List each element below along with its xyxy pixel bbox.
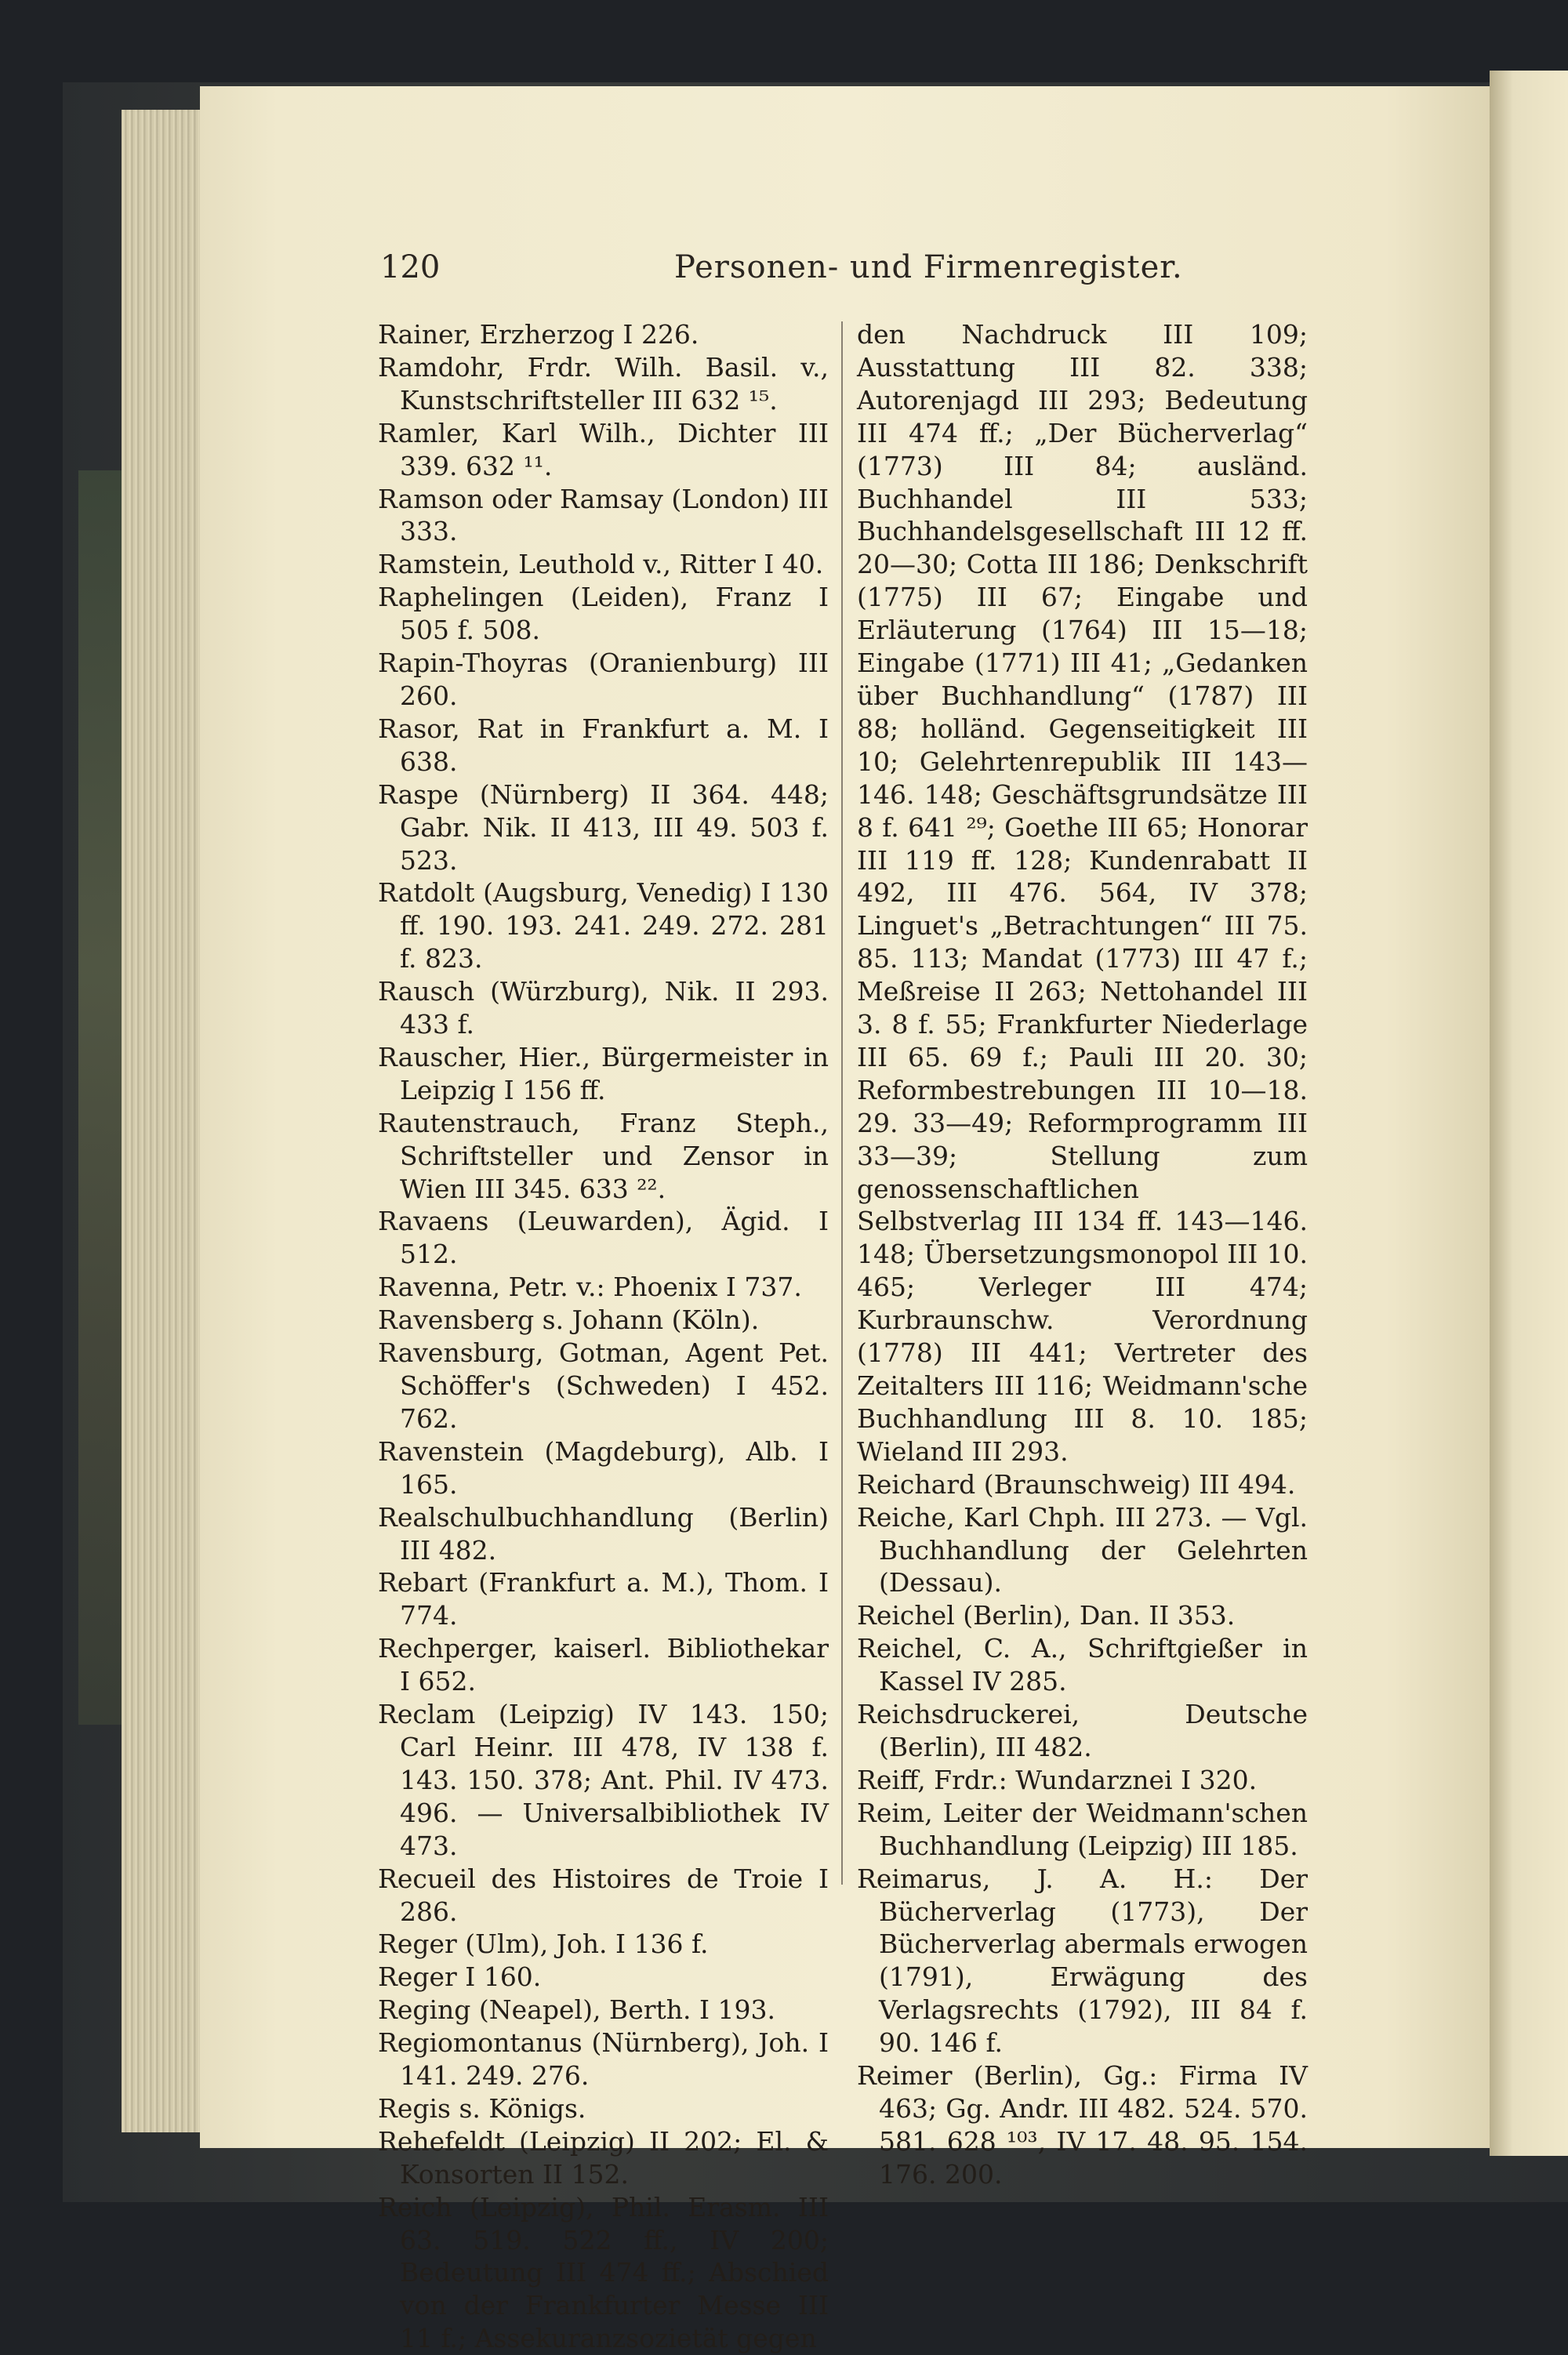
index-entry: Ravenna, Petr. v.: Phoenix I 737. (378, 1272, 802, 1303)
index-entry: Reclam (Leipzig) IV 143. 150; Carl Heinr. III 478, IV 138 f. 143. 150. 378; Ant. Phil. IV 473. 496. — Universalbibliothek IV 473. (378, 1699, 829, 1861)
index-entry: Reiche, Karl Chph. III 273. — Vgl. Buchhandlung der Gelehrten (Dessau). (857, 1501, 1308, 1598)
index-entry: Rautenstrauch, Franz Steph., Schriftsteller und Zensor in Wien III 345. 633 ²². (378, 1107, 829, 1204)
index-entry: Ravensburg, Gotman, Agent Pet. Schöffer's (Schweden) I 452. 762. (378, 1337, 829, 1434)
index-entry: Reichel, C. A., Schriftgießer in Kassel IV 285. (857, 1633, 1308, 1697)
index-entry: Rasor, Rat in Frankfurt a. M. I 638. (378, 713, 829, 777)
index-entry: Ramson oder Ramsay (London) III 333. (378, 483, 829, 547)
index-entry: Regis s. Königs. (378, 2092, 586, 2124)
index-entry: Reging (Neapel), Berth. I 193. (378, 1994, 775, 2026)
index-entry: Ramler, Karl Wilh., Dichter III 339. 632 ¹¹. (378, 417, 829, 481)
index-entry: Reger (Ulm), Joh. I 136 f. (378, 1929, 709, 1960)
index-entry: Reimarus, J. A. H.: Der Bücherverlag (1773), Der Bücherverlag abermals erwogen (1791), Erwägung des Verlagsrechts (1792), III 84 f. 90. 146 f. (857, 1863, 1308, 2059)
running-title: Personen- und Firmenregister. (674, 249, 1183, 285)
index-entry: den Nachdruck III 109; Ausstattung III 82. 338; Autorenjagd III 293; Bedeutung III 474 ff.; „Der Bücherverlag“ (1773) III 84; ausländ. Buchhandel III 533; Buchhandelsgesellschaft III 12 ff. 20—30; Cotta III 186; Denkschrift (1775) III 67; Eingabe und Erläuterung (1764) III 15—18; Eingabe (1771) III 41; „Gedanken über Buchhandlung“ (1787) III 88; holländ. Gegenseitigkeit III 10; Gelehrtenrepublik III 143—146. 148; Geschäftsgrundsätze III 8 f. 641 ²⁹; Goethe III 65; Honorar III 119 ff. 128; Kundenrabatt II 492, III 476. 564, IV 378; Linguet's „Betrachtungen“ III 75. 85. 113; Mandat (1773) III 47 f.; Meßreise II 263; Nettohandel III 3. 8 f. 55; Frankfurter Niederlage III 65. 69 f.; Pauli III 20. 30; Reformbestrebungen III 10—18. 29. 33—49; Reformprogramm III 33—39; Stellung zum genossenschaftlichen Selbstverlag III 134 ff. 143—146. 148; Übersetzungsmonopol III 10. 465; Verleger III 474; Kurbraunschw. Verordnung (1778) III 441; Vertreter des Zeitalters III 116; Weidmann'sche Buchhandlung III 8. 10. 185; Wieland III 293. (857, 319, 1308, 1467)
index-entry: Reimer (Berlin), Gg.: Firma IV 463; Gg. Andr. III 482. 524. 570. 581. 628 ¹⁰³, IV 17. 48. 95. 154. 176. 200. (857, 2060, 1308, 2190)
index-entry: Reiff, Frdr.: Wundarznei I 320. (857, 1764, 1258, 1795)
index-entry: Recueil des Histoires de Troie I 286. (378, 1863, 829, 1927)
index-entry: Ravensberg s. Johann (Köln). (378, 1305, 760, 1336)
column-divider (841, 321, 843, 1885)
index-entry: Reichel (Berlin), Dan. II 353. (857, 1600, 1236, 1631)
index-entry: Rauscher, Hier., Bürgermeister in Leipzig I 156 ff. (378, 1041, 829, 1105)
index-entry: Reim, Leiter der Weidmann'schen Buchhandlung (Leipzig) III 185. (857, 1797, 1308, 1861)
index-entry: Rapin-Thoyras (Oranienburg) III 260. (378, 648, 829, 711)
index-entry: Reichard (Braunschweig) III 494. (857, 1468, 1296, 1500)
right-column (857, 318, 1308, 2191)
index-entry: Realschulbuchhandlung (Berlin) III 482. (378, 1501, 829, 1566)
left-column (378, 318, 829, 2355)
index-entry: Rausch (Würzburg), Nik. II 293. 433 f. (378, 976, 829, 1040)
index-entry: Ravaens (Leuwarden), Ägid. I 512. (378, 1206, 829, 1270)
index-entry: Ramstein, Leuthold v., Ritter I 40. (378, 549, 824, 580)
index-entry: Rebart (Frankfurt a. M.), Thom. I 774. (378, 1567, 829, 1631)
page-number: 120 (380, 249, 441, 285)
index-entry: Rainer, Erzherzog I 226. (378, 319, 699, 350)
index-entry: Ravenstein (Magdeburg), Alb. I 165. (378, 1435, 829, 1500)
index-entry: Ramdohr, Frdr. Wilh. Basil. v., Kunstschriftsteller III 632 ¹⁵. (378, 351, 829, 415)
cover-cloth (78, 470, 122, 1725)
index-entry: Regiomontanus (Nürnberg), Joh. I 141. 249. 276. (378, 2027, 829, 2092)
facing-page-edge (1490, 71, 1568, 2156)
index-entry: Raphelingen (Leiden), Franz I 505 f. 508. (378, 582, 829, 646)
page-header (380, 249, 1321, 296)
index-entry: Rechperger, kaiserl. Bibliothekar I 652. (378, 1633, 829, 1697)
index-entry: Raspe (Nürnberg) II 364. 448; Gabr. Nik. II 413, III 49. 503 f. 523. (378, 778, 829, 876)
index-entry: Reich (Leipzig), Phil. Erasm. III 63. 519. 522 ff., IV 200; Bedeutung III 474 ff.; Abschied von der Frankfurter Messe III 11 f.; Assekuranzsozietät gegen (378, 2191, 829, 2354)
index-entry: Reger I 160. (378, 1961, 542, 1993)
page-edges (122, 110, 204, 2132)
index-entry: Ratdolt (Augsburg, Venedig) I 130 ff. 190. 193. 241. 249. 272. 281 f. 823. (378, 877, 829, 974)
index-entry: Reichsdruckerei, Deutsche (Berlin), III 482. (857, 1699, 1308, 1762)
index-entry: Rehefeldt (Leipzig) II 202; El. & Konsorten II 152. (378, 2125, 829, 2190)
